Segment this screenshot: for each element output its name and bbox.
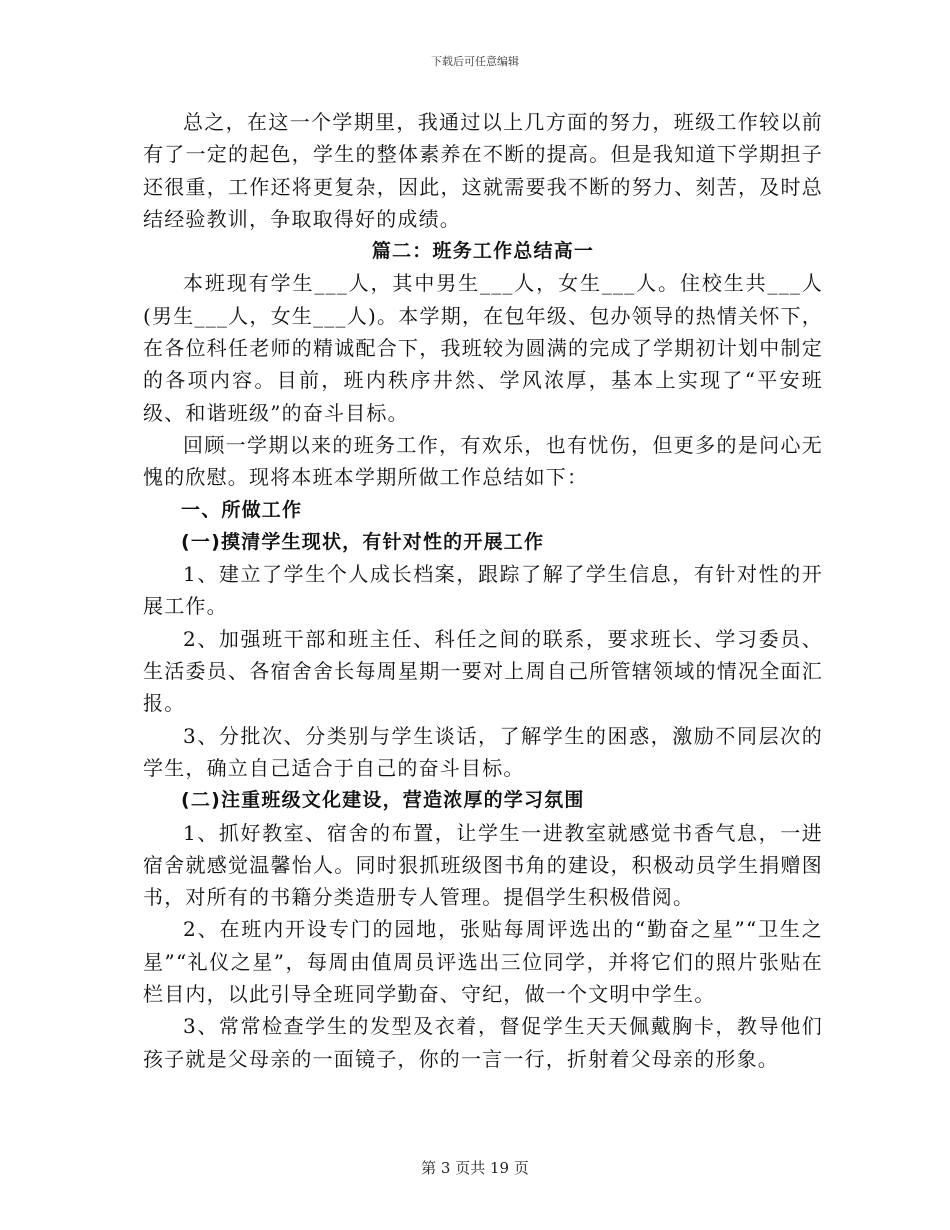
paragraph-class-overview: 本班现有学生___人，其中男生___人，女生___人。住校生共___人(男生___人，女生___人)。本学期，在包年级、包办领导的热情关怀下，在各位科任老师的精诚配合下，我班较为圆满的完成了学期初计划中制定的各项内容。目前，班内秩序井然、学风浓厚，基本上实现了“平安班级、和谐班级”的奋斗目标。 xyxy=(143,271,823,425)
paragraph-item-archive: 1、建立了学生个人成长档案，跟踪了解了学生信息，有针对性的开展工作。 xyxy=(143,562,823,619)
paragraph-item-honor-board: 2、在班内开设专门的园地，张贴每周评选出的“勤奋之星”“卫生之星”“礼仪之星”，每周由值周员评选出三位同学，并将它们的照片张贴在栏目内，以此引导全班同学勤奋、守纪，做一个文明中学生。 xyxy=(143,917,823,1007)
article-title: 篇二：班务工作总结高一 xyxy=(371,240,595,263)
paragraph-item-communication: 2、加强班干部和班主任、科任之间的联系，要求班长、学习委员、生活委员、各宿舍舍长每周星期一要对上周自己所管辖领域的情况全面汇报。 xyxy=(143,626,823,716)
subsection-heading-class-culture: (二)注重班级文化建设，营造浓厚的学习氛围 xyxy=(181,789,585,812)
paragraph-item-talks: 3、分批次、分类别与学生谈话，了解学生的困惑，激励不同层次的学生，确立自己适合于自己的奋斗目标。 xyxy=(143,723,823,780)
document-body xyxy=(143,106,823,1075)
paragraph-conclusion: 总之，在这一个学期里，我通过以上几方面的努力，班级工作较以前有了一定的起色，学生的整体素养在不断的提高。但是我知道下学期担子还很重，工作还将更复杂，因此，这就需要我不断的努力、刻苦，及时总结经验教训，争取取得好的成绩。 xyxy=(143,110,823,231)
paragraph-review: 回顾一学期以来的班务工作，有欢乐，也有忧伤，但更多的是问心无愧的欣慰。现将本班本学期所做工作总结如下： xyxy=(143,432,823,490)
paragraph-item-classroom-layout: 1、抓好教室、宿舍的布置，让学生一进教室就感觉书香气息，一进宿舍就感觉温馨怡人。同时狠抓班级图书角的建设，积极动员学生捐赠图书，对所有的书籍分类造册专人管理。提倡学生积极借阅。 xyxy=(143,820,823,910)
section-heading-work-done: 一、所做工作 xyxy=(181,498,303,521)
subsection-heading-student-status: (一)摸清学生现状，有针对性的开展工作 xyxy=(181,530,545,553)
page-header: 下载后可任意编辑 xyxy=(431,55,519,68)
page-footer: 第 3 页共 19 页 xyxy=(421,1159,529,1177)
paragraph-item-appearance-check: 3、常常检查学生的发型及衣着，督促学生天天佩戴胸卡，教导他们孩子就是父母亲的一面镜子，你的一言一行，折射着父母亲的形象。 xyxy=(143,1014,823,1071)
